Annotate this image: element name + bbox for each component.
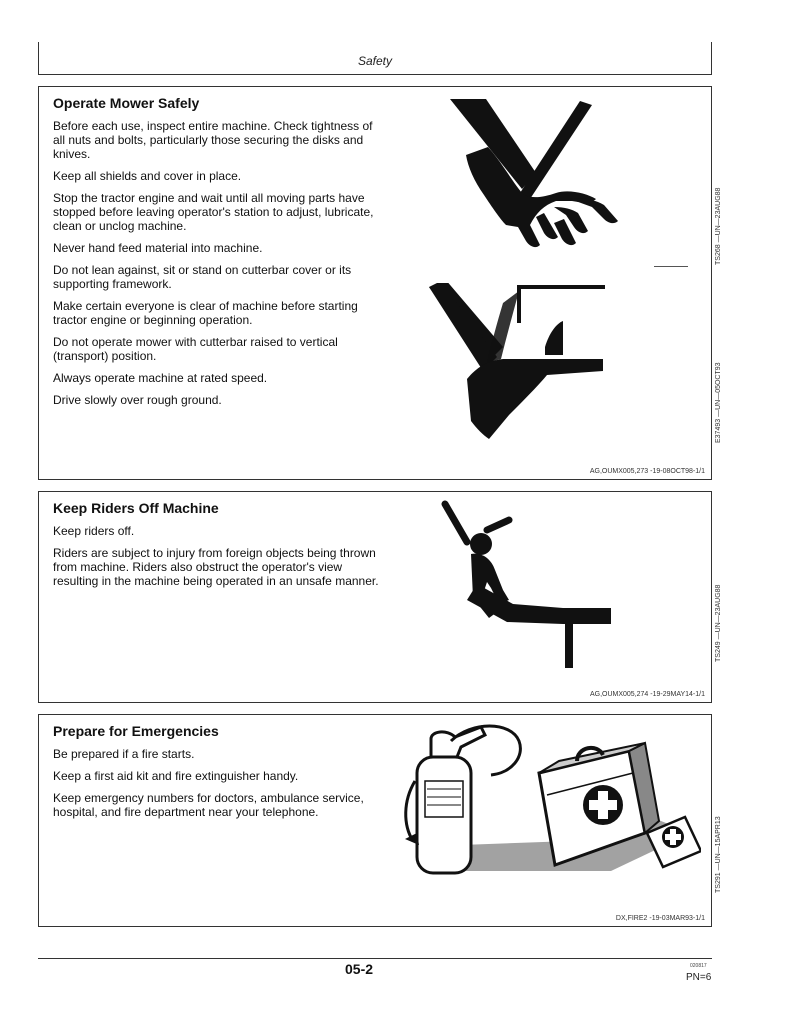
paragraph: Keep riders off. xyxy=(53,524,135,538)
header-title: Safety xyxy=(357,54,393,68)
section-code: DX,FIRE2 -19-03MAR93-1/1 xyxy=(615,915,705,922)
falling-rider-illustration xyxy=(437,498,617,668)
section-body xyxy=(53,119,383,415)
page-number: 05-2 xyxy=(345,961,374,977)
paragraph: Do not operate mower with cutterbar raised to vertical (transport) position. xyxy=(53,335,338,363)
paragraph: Keep all shields and cover in place. xyxy=(53,169,242,183)
paragraph: Drive slowly over rough ground. xyxy=(53,393,222,407)
section-title: Prepare for Emergencies xyxy=(53,723,219,739)
hand-crush-warning-illustration xyxy=(427,283,617,443)
paragraph: Keep emergency numbers for doctors, ambulance service, hospital, and fire department near your telephone. xyxy=(53,791,364,819)
hand-cut-warning-illustration xyxy=(444,95,634,265)
paragraph: Do not lean against, sit or stand on cutterbar cover or its supporting framework. xyxy=(53,263,352,291)
paragraph: Never hand feed material into machine. xyxy=(53,241,263,255)
image-code: TS268 —UN—23AUG88 xyxy=(715,187,722,265)
section-title: Keep Riders Off Machine xyxy=(53,500,219,516)
paragraph: Riders are subject to injury from foreign objects being thrown from machine. Riders also obstruct the operator's view resulting in the machine being operated in an unsafe manner. xyxy=(53,546,379,588)
paragraph: Before each use, inspect entire machine. Check tightness of all nuts and bolts, particularly those securing the disks and knives. xyxy=(53,119,373,161)
fire-extinguisher-first-aid-illustration xyxy=(401,721,701,881)
section-body xyxy=(53,524,383,596)
image-code: E37493 —UN—05OCT93 xyxy=(715,362,722,443)
running-header xyxy=(38,42,712,75)
section-code: AG,OUMX005,273 -19-08OCT98-1/1 xyxy=(589,468,705,475)
footer-rule xyxy=(38,958,712,959)
pn-label: PN=6 xyxy=(686,972,712,983)
section-title: Operate Mower Safely xyxy=(53,95,200,111)
section-code: AG,OUMX005,274 -19-29MAY14-1/1 xyxy=(589,691,705,698)
paragraph: Be prepared if a fire starts. xyxy=(53,747,195,761)
footer-code: 020817 xyxy=(690,963,707,969)
section-body xyxy=(53,747,383,827)
image-code: TS291 —UN—15APR13 xyxy=(715,816,722,893)
section-prepare-for-emergencies xyxy=(38,714,722,927)
paragraph: Always operate machine at rated speed. xyxy=(53,371,268,385)
section-operate-mower-safely xyxy=(38,86,722,480)
paragraph: Stop the tractor engine and wait until all moving parts have stopped before leaving operator's station to adjust, lubricate, clean or unclog machine. xyxy=(53,191,374,233)
paragraph: Make certain everyone is clear of machine before starting tractor engine or beginning operation. xyxy=(53,299,358,327)
section-keep-riders-off xyxy=(38,491,722,703)
paragraph: Keep a first aid kit and fire extinguisher handy. xyxy=(53,769,299,783)
image-code: TS249 —UN—23AUG88 xyxy=(715,584,722,662)
separator-dash xyxy=(654,266,688,267)
